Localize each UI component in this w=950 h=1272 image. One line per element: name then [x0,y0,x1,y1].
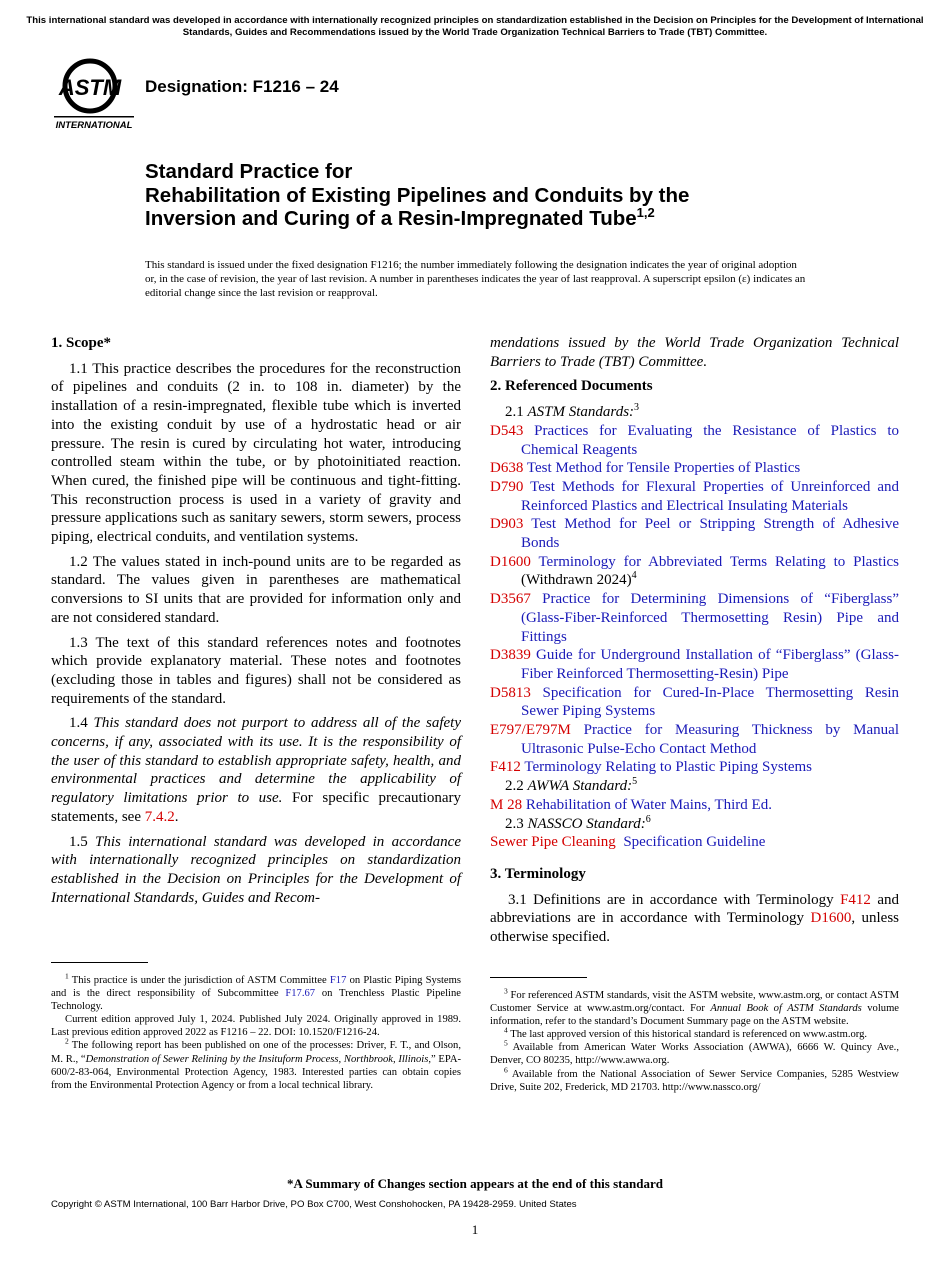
reference-title[interactable]: Terminology for Abbreviated Terms Relating to Plastics [538,553,899,570]
footnote-6: $^6$ Available from the National Association of Sewer Service Companies, 5285 Westview Drive, Suite 202, Frederick, MD 21703. http://www.nassco.org/ [490,1065,899,1093]
reference-title[interactable]: Practices for Evaluating the Resistance of Plastics to Chemical Reagents [521,422,899,458]
reference-code[interactable]: D1600 [490,553,531,570]
link-f17-67[interactable]: F17.67 [285,988,316,1000]
reference-code[interactable]: D543 [490,422,524,439]
reference-title[interactable]: Guide for Underground Installation of “Fiberglass” (Glass-Fiber Reinforced Thermosetting-Resin) Pipe [521,647,899,682]
footnote-4: $^4$ The last approved version of this historical standard is referenced on www.astm.org. [504,1025,868,1041]
reference-title[interactable]: Practice for Measuring Thickness by Manual Ultrasonic Pulse-Echo Contact Method [521,722,899,757]
logo-text: INTERNATIONAL [55,120,133,131]
scope-1-5-continued: mendations issued by the World Trade Organization Technical Barriers to Trade (TBT) Committee. [490,335,899,370]
reference-code[interactable]: D638 [490,460,524,477]
terminology-3-1: 3.1 Definitions are in accordance with Terminology F412 and abbreviations are in accordance with Terminology D1600, unless otherwise specified. [490,891,900,946]
reference-title[interactable]: Test Methods for Flexural Properties of Unreinforced and Reinforced Plastics and Electrical Insulating Materials [521,478,900,514]
right-column [490,334,899,953]
reference-item[interactable] [490,721,899,758]
reference-item[interactable] [490,459,899,478]
reference-item[interactable] [490,590,899,646]
link-d1600[interactable]: D1600 [810,910,852,927]
title-footnote-ref[interactable]: 1,2 [636,205,655,221]
scope-1-1: 1.1 This practice describes the procedures for the reconstruction of pipelines and conduits (2 in. to 108 in. diameter) by the installation of a resin-impregnated, flexible tube which is inverted into the existing conduit by use of a hydrostatic head or air pressure. The resin is cured by circulating hot water, introducing controlled steam within the tube, or by photoinitiated reaction. When cured, the finished pipe will be continuous and tight-fitting. This reconstruction process is used in a variety of gravity and pressure applications such as sanitary sewers, storm sewers, process piping, electrical conduits, and ventilation systems. [51,360,461,546]
link-7-4-2[interactable]: 7.4.2 [144,808,175,825]
reference-title[interactable]: Test Method for Peel or Stripping Strength of Adhesive Bonds [521,516,899,552]
astm-logo [52,54,136,134]
reference-title[interactable]: Terminology Relating to Plastic Piping Systems [524,759,813,776]
link-f412[interactable]: F412 [840,891,871,908]
footnote-1-edition: Current edition approved July 1, 2024. Published July 2024. Originally approved in 1989. Last previous edition approved 2022 as F1216 – 22. DOI: 10.1520/F1216-24. [51,1014,461,1039]
scope-1-2: 1.2 The values stated in inch-pound units are to be regarded as standard. The values given in parentheses are mathematical conversions to SI units that are provided for information only and are not considered standard. [51,553,461,626]
copyright: Copyright © ASTM International, 100 Barr Harbor Drive, PO Box C700, West Conshohocken, PA 19428-2959. United States [51,1199,577,1210]
reference-title[interactable]: Practice for Determining Dimensions of “Fiberglass” (Glass-Fiber-Reinforced Thermosetting Resin) Pipe and Fittings [521,591,899,645]
reference-title[interactable]: Specification for Cured-In-Place Thermosetting Resin Sewer Piping Systems [521,684,899,720]
awwa-standard-label: 2.2 AWWA Standard:$^5$ [505,776,638,795]
summary-of-changes-note: *A Summary of Changes section appears at the end of this standard [287,1176,663,1191]
awwa-reference[interactable]: M 28 Rehabilitation of Water Mains, Third Ed. [490,796,772,813]
link-f17[interactable]: F17 [329,975,347,986]
reference-footnote-ref[interactable]: 4 [631,570,637,582]
issued-note: This standard is issued under the fixed designation F1216; the number immediately following the designation indicates the year of original adoption or, in the case of revision, the year of last revision. A number in parentheses indicates the year of last reapproval. A superscript epsilon (ε) indicates an editorial change since the last revision or reapproval. [145,259,806,299]
reference-item[interactable] [490,646,899,683]
footnotes-right [490,986,900,1094]
reference-code[interactable]: D3839 [490,647,531,664]
scope-1-3: 1.3 The text of this standard references notes and footnotes which provide explanatory material. These notes and footnotes (excluding those in tables and figures) shall not be considered as requirements of the standard. [51,634,461,707]
scope-heading: 1. Scope* [51,335,111,351]
left-column [51,334,461,913]
page-number: 1 [471,1222,479,1237]
reference-note: (Withdrawn 2024) [521,572,632,589]
reference-code[interactable]: D903 [490,516,524,533]
footnote-rule-right [490,977,587,978]
reference-item[interactable] [490,478,899,515]
title-line-1: Standard Practice for [145,160,353,183]
reference-title[interactable]: Test Method for Tensile Properties of Plastics [526,460,801,477]
reference-code[interactable]: D5813 [490,684,531,701]
reference-item[interactable] [490,553,899,590]
tbt-notice: This international standard was developed in accordance with internationally recognized principles on standardization established in the Decision on Principles for the Development of International Standards, Guides and Recommendations issued by the World Trade Organization Technical Barriers to Trade (TBT) Committee. [26,15,924,38]
reference-code[interactable]: F412 [490,759,521,776]
svg-text:ASTM: ASTM [58,75,122,100]
reference-code[interactable]: D790 [490,478,524,495]
nassco-standard-label: 2.3 NASSCO Standard:$^6$ [505,813,651,832]
scope-1-4: 1.4 This standard does not purport to address all of the safety concerns, if any, associated with its use. It is the responsibility of the user of this standard to establish appropriate safety, health, and environmental practices and determine the applicability of regulatory limitations prior to use. For specific precautionary statements, see 7.4.2. [51,715,462,825]
document-title [145,160,905,231]
reference-item[interactable] [490,515,899,552]
reference-item[interactable] [490,758,899,777]
designation: Designation: F1216 – 24 [145,77,339,96]
footnotes-left [51,971,461,1092]
nassco-reference[interactable]: Sewer Pipe Cleaning Specification Guideline [490,834,766,851]
footnote-rule-left [51,962,148,963]
reference-item[interactable] [490,422,899,459]
footnote-3: $^3$ For referenced ASTM standards, visit the ASTM website, www.astm.org, or contact ASTM Customer Service at www.astm.org/contact. For Annual Book of ASTM Standards volume information, refer to the standard’s Document Summary page on the ASTM website. [490,986,900,1028]
footnote-2: $^2$ The following report has been published on one of the processes: Driver, F. T., and Olson, M. R., “Demonstration of Sewer Relining by the Insituform Process, Northbrook, Illinois,” EPA-600/2-83-064, Environmental Protection Agency, 1983. Interested parties can obtain copies from the Environmental Protection Agency or from a local technical library. [51,1036,461,1091]
footnote-1: $^1$ This practice is under the jurisdiction of ASTM Committee F17 on Plastic Piping Systems and is the direct responsibility of Subcommittee F17.67 on Trenchless Plastic Pipeline Technology. [51,971,461,1013]
title-line-2: Rehabilitation of Existing Pipelines and Conduits by the [145,183,690,207]
footnote-5: $^5$ Available from American Water Works Association (AWWA), 6666 W. Quincy Ave., Denver, CO 80235, http://www.awwa.org. [490,1038,899,1067]
reference-code[interactable]: D3567 [490,591,531,608]
reference-code[interactable]: E797/E797M [490,722,571,739]
scope-1-5: 1.5 This international standard was developed in accordance with internationally recognized principles on standardization established in the Decision on Principles for the Development of International Standards, Guides and Recom- [51,833,461,906]
astm-standards-label: 2.1 ASTM Standards:$^3$ [505,402,640,421]
referenced-documents-heading: 2. Referenced Documents [490,378,653,395]
astm-reference-list [490,422,899,777]
title-line-3: Inversion and Curing of a Resin-Impregnated Tube$^{1,2}$ [145,205,655,230]
terminology-heading: 3. Terminology [490,865,586,882]
reference-item[interactable] [490,684,899,721]
